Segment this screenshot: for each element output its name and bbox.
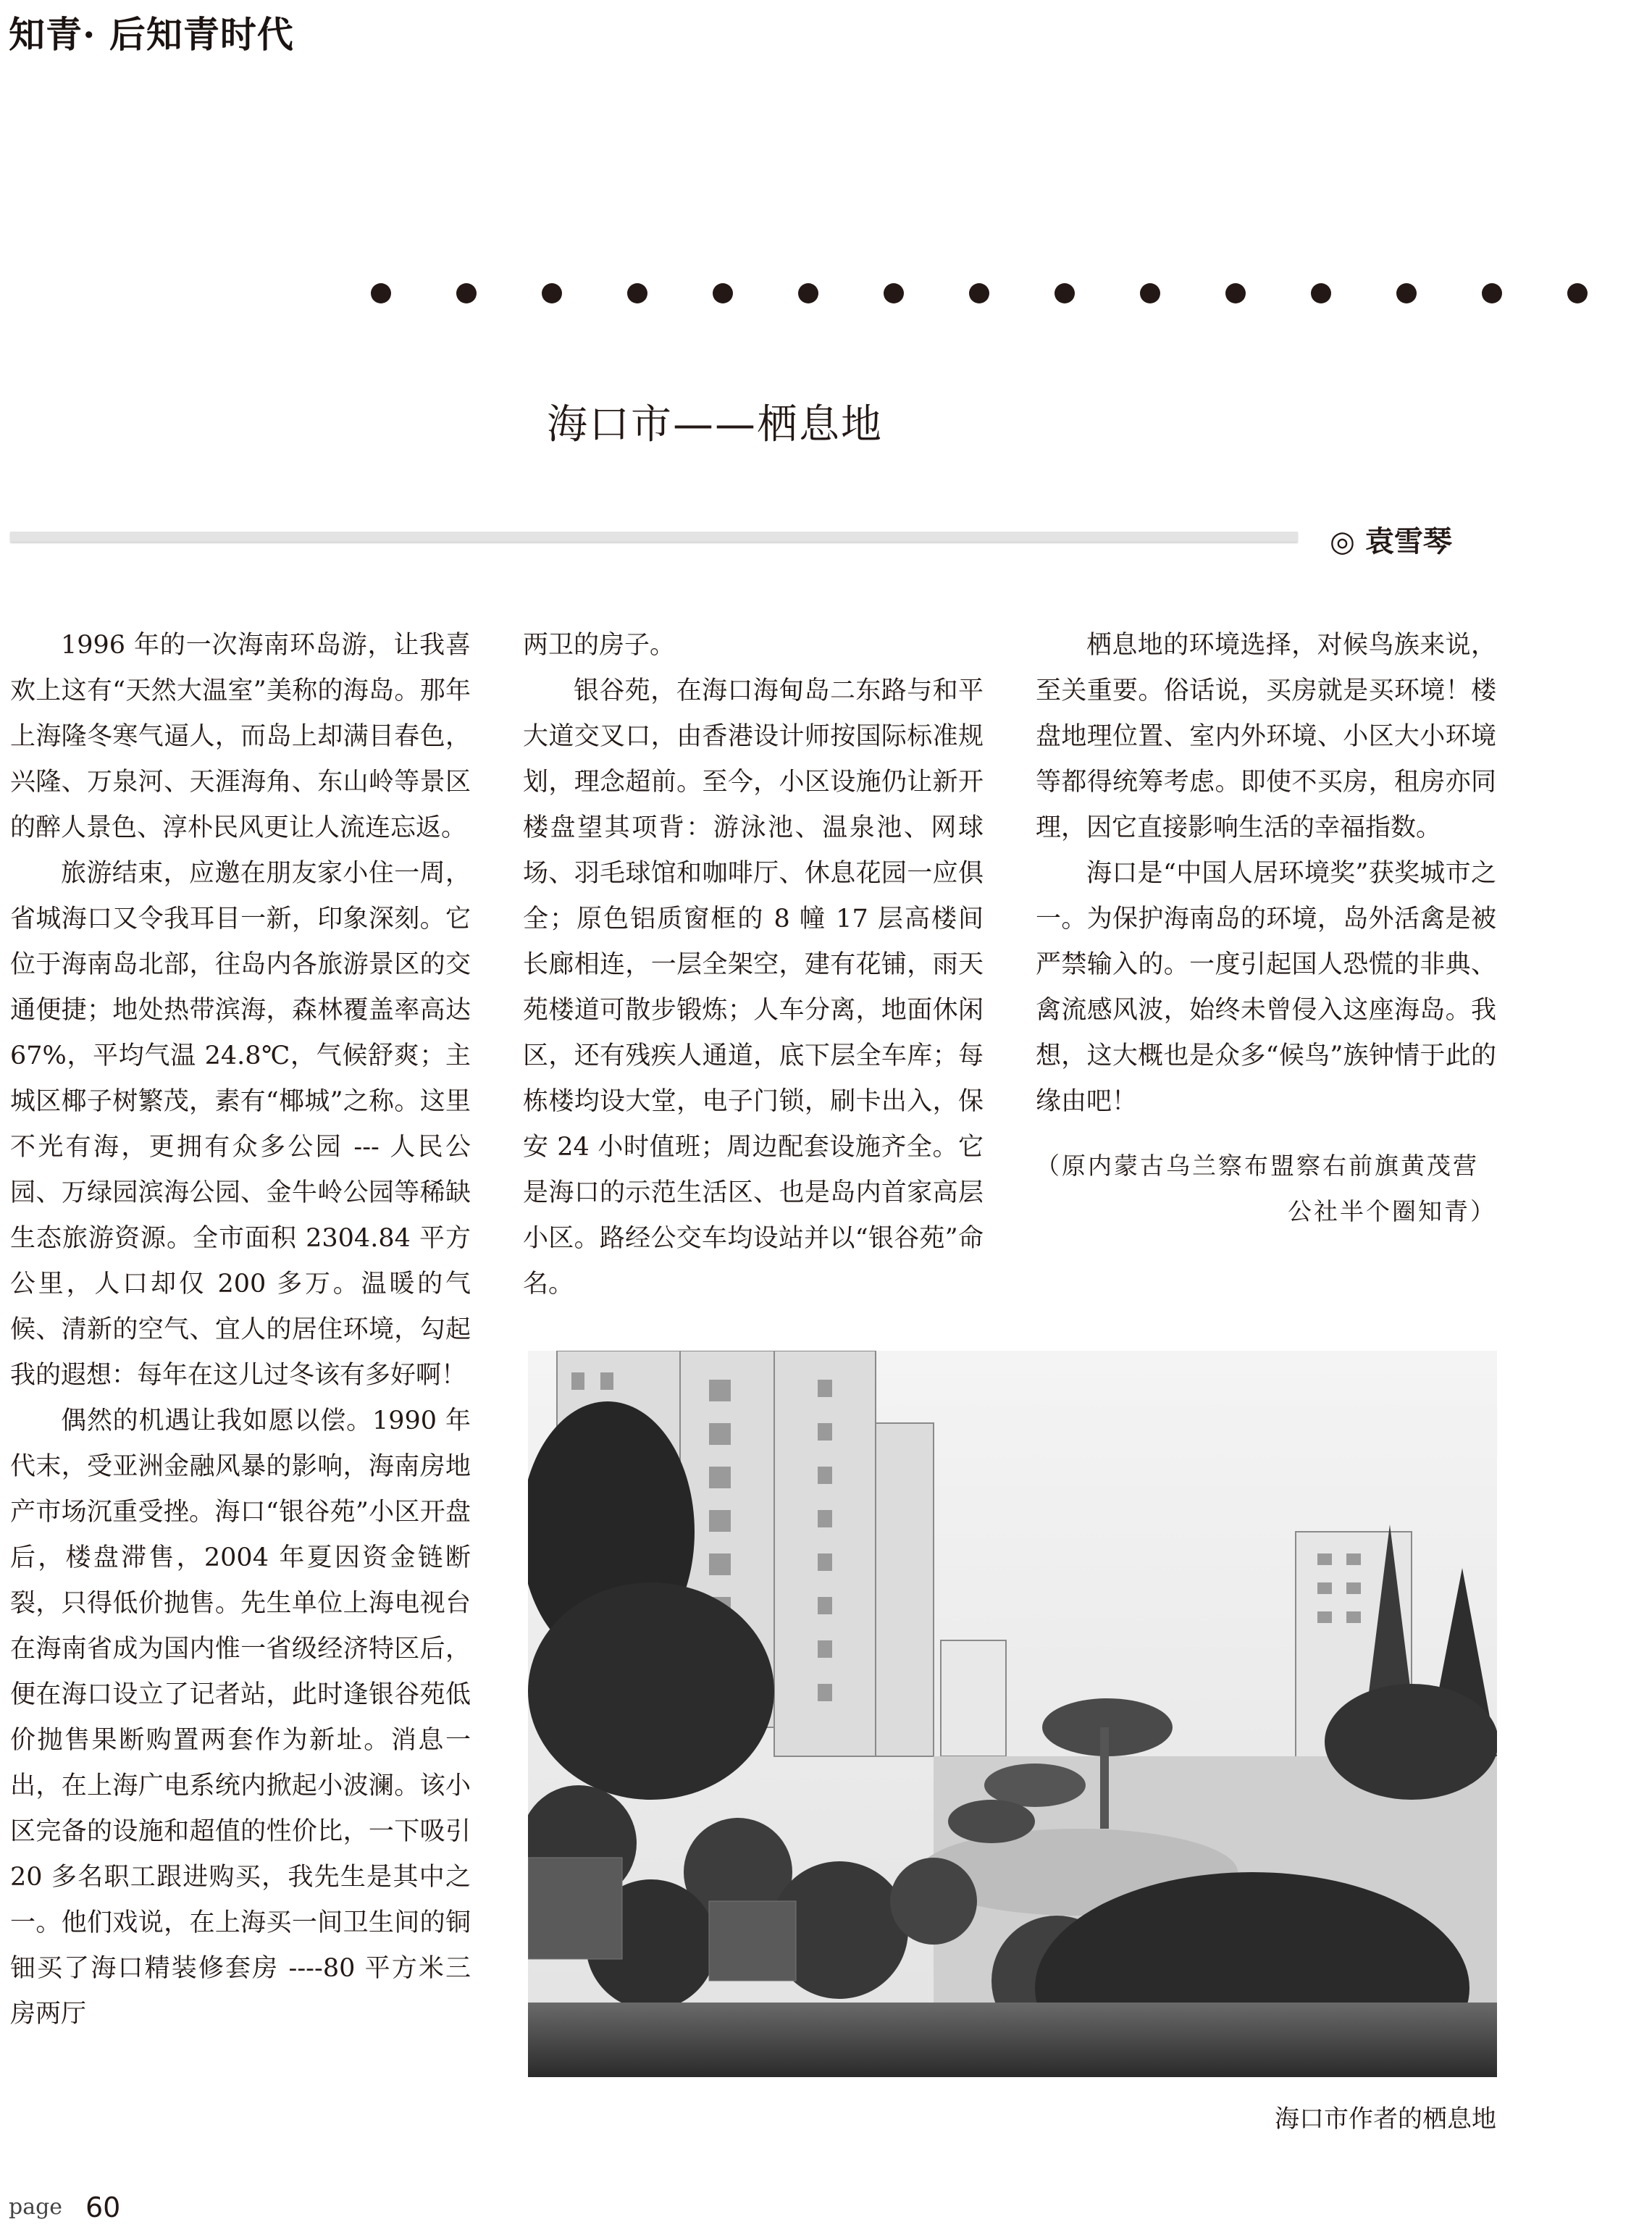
divider-dot bbox=[371, 283, 391, 303]
divider-dot bbox=[1396, 283, 1417, 303]
column-right bbox=[1036, 623, 1496, 1234]
author-name: 袁雪琴 bbox=[1364, 525, 1452, 558]
page-label: page bbox=[9, 2194, 63, 2220]
page-number: 60 bbox=[85, 2192, 121, 2223]
divider-dot bbox=[1225, 283, 1246, 303]
column-left bbox=[10, 623, 471, 2037]
author-note-line1: （原内蒙古乌兰察布盟察右前旗黄茂营 bbox=[1036, 1152, 1479, 1180]
author-note bbox=[1036, 1143, 1496, 1234]
dot-divider bbox=[371, 283, 1652, 305]
paragraph: 旅游结束，应邀在朋友家小住一周，省城海口又令我耳目一新，印象深刻。它位于海南岛北部，往岛内各旅游景区的交通便捷；地处热带滨海，森林覆盖率高达 67%，平均气温 24.8℃，气候舒爽；主城区椰子树繁茂，素有“椰城”之称。这里不光有海，更拥有众多公园 --- 人民公园、万绿园滨海公园、金牛岭公园等稀缺生态旅游资源。全市面积 2304.84 平方公里，人口却仅 200 多万。温暖的气候、清新的空气、宜人的居住环境，勾起我的遐想：每年在这儿过冬该有多好啊！ bbox=[10, 859, 471, 1390]
divider-dot bbox=[969, 283, 989, 303]
photo-foreground bbox=[528, 2003, 1497, 2077]
paragraph: 银谷苑，在海口海甸岛二东路与和平大道交叉口，由香港设计师按国际标准规划，理念超前。至今，小区设施仍让新开楼盘望其项背：游泳池、温泉池、网球场、羽毛球馆和咖啡厅、休息花园一应俱全；原色铝质窗框的 8 幢 17 层高楼间长廊相连，一层全架空，建有花铺，雨天苑楼道可散步锻炼；人车分离，地面休闲区，还有残疾人通道，底下层全车库；每栋楼均设大堂，电子门锁，刷卡出入，保安 24 小时值班；周边配套设施齐全。它是海口的示范生活区、也是岛内首家高层小区。路经公交车均设站并以“银谷苑”命名。 bbox=[523, 676, 984, 1299]
divider-dot bbox=[456, 283, 477, 303]
author-byline bbox=[1330, 519, 1452, 560]
paragraph-continuation: 两卫的房子。 bbox=[523, 631, 676, 660]
author-mark-icon: ◎ bbox=[1330, 525, 1355, 558]
article-title: 海口市——栖息地 bbox=[547, 401, 883, 448]
photo-caption: 海口市作者的栖息地 bbox=[1275, 2105, 1496, 2134]
divider-dot bbox=[713, 283, 733, 303]
paragraph: 海口是“中国人居环境奖”获奖城市之一。为保护海南岛的环境，岛外活禽是被严禁输入的。一度引起国人恐慌的非典、禽流感风波，始终未曾侵入这座海岛。我想，这大概也是众多“候鸟”族钟情于此的缘由吧！ bbox=[1036, 859, 1496, 1116]
divider-dot bbox=[1311, 283, 1331, 303]
section-tag: 知青· 后知青时代 bbox=[9, 13, 294, 56]
garden-photo-illustration bbox=[528, 1351, 1497, 2077]
column-middle bbox=[523, 623, 984, 1307]
title-rule bbox=[10, 532, 1298, 542]
paragraph: 偶然的机遇让我如愿以偿。1990 年代末，受亚洲金融风暴的影响，海南房地产市场沉重受挫。海口“银谷苑”小区开盘后，楼盘滞售，2004 年夏因资金链断裂，只得低价抛售。先生单位上海电视台在海南省成为国内惟一省级经济特区后，便在海口设立了记者站，此时逢银谷苑低价抛售果断购置两套作为新址。消息一出，在上海广电系统内掀起小波澜。该小区完备的设施和超值的性价比，一下吸引 20 多名职工跟进购买，我先生是其中之一。他们戏说，在上海买一间卫生间的铜钿买了海口精装修套房 ----80 平方米三房两厅 bbox=[10, 1406, 471, 2029]
divider-dot bbox=[627, 283, 647, 303]
paragraph: 1996 年的一次海南环岛游，让我喜欢上这有“天然大温室”美称的海岛。那年上海隆冬寒气逼人，而岛上却满目春色，兴隆、万泉河、天涯海角、东山岭等景区的醉人景色、淳朴民风更让人流连忘返。 bbox=[10, 631, 471, 842]
divider-dot bbox=[884, 283, 904, 303]
divider-dot bbox=[798, 283, 818, 303]
divider-dot bbox=[542, 283, 562, 303]
paragraph: 栖息地的环境选择，对候鸟族来说，至关重要。俗话说，买房就是买环境！楼盘地理位置、室内外环境、小区大小环境等都得统筹考虑。即使不买房，租房亦同理，因它直接影响生活的幸福指数。 bbox=[1036, 631, 1496, 842]
divider-dot bbox=[1140, 283, 1160, 303]
divider-dot bbox=[1567, 283, 1588, 303]
author-note-line2: 公社半个圈知青） bbox=[1288, 1197, 1496, 1225]
divider-dot bbox=[1482, 283, 1502, 303]
divider-dot bbox=[1054, 283, 1075, 303]
article-photo bbox=[528, 1351, 1497, 2077]
